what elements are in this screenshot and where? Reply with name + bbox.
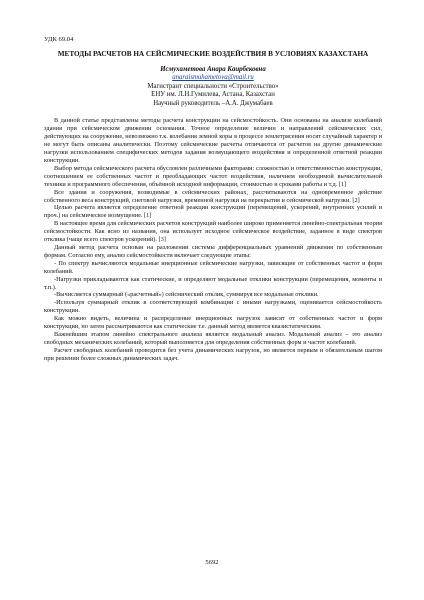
paragraph-goal: Целью расчета является определение ответной реакции конструкции (перемещений, ускорений, внутренних усилий и проч.) на сейсмическое возмущение. [1] <box>44 204 382 220</box>
author-block <box>44 66 382 109</box>
list-item-stage-1: - По спектру вычисляются модальные инерционные сейсмические нагрузки, зависящие от собственных частот и форм колебаний. <box>44 259 382 275</box>
paragraph-quasistatic: Как можно видеть, величина и распределение инерционных нагрузок зависят от собственных частот и форм конструкции, но затем рассматриваются как статические т.е. данный метод является квазистатическим. <box>44 315 382 331</box>
author-specialty: Магистрант специальности «Строительство» <box>147 82 279 90</box>
paragraph-spectral-theory: В настоящее время для сейсмических расчетов конструкций наиболее широко применяется линейно-спектральная теория сейсмостойкости. Как ясно из названия, она использует исходное сейсмическое воздействие, заданное в виде спектров отклика (чаще всего спектров ускорений). [3] <box>44 220 382 244</box>
paragraph-stages: Данный метод расчета основан на разложении системы дифференциальных уравнений движения по собственным формам. Согласно ему, анализ сейсмостойкости включает следующие этапы: <box>44 243 382 259</box>
author-supervisor: Научный руководитель –А.А. Джумабаев <box>153 99 273 107</box>
author-email-link[interactable]: anaraismuhametova@mail.ru <box>172 74 254 82</box>
paragraph-intro: В данной статье представлены методы расчета конструкции на сейсмостойкость. Они основаны на анализе колебаний здания при сейсмическом движении основания. Точное определение величин и направлений сейсмических сил, действующих на сооружение, невозможно т.к. колебания земной коры в процессе землетрясения носят случайный характер и не могут быть описаны аналитически. Поэтому сейсмические расчеты отличаются от расчетов на другие динамические нагрузки использованием специфических методов задания возмущающего воздействия и определенной ответной реакции конструкции. <box>44 117 382 164</box>
paragraph-free-vibrations: Расчет свободных колебаний проводится без учета динамических нагрузок, но является первым и обязательным шагом при решении более сложных динамических задач. <box>44 346 382 362</box>
article-title: МЕТОДЫ РАСЧЕТОВ НА СЕЙСМИЧЕСКИЕ ВОЗДЕЙСТВИЯ В УСЛОВИЯХ КАЗАХСТАНА <box>57 49 369 58</box>
paragraph-loads: Все здания и сооружения, возводимые в сейсмических районах, рассчитываются на одновременное действие собственного веса конструкций, снеговой нагрузки, временной нагрузки на перекрытия и сейсмической нагрузки. [2] <box>44 188 382 204</box>
list-item-stage-4: -Используя суммарный отклик в соответствующей комбинации с иными нагрузками, оценивается сейсмостойкость конструкции. <box>44 299 382 315</box>
article-body <box>44 117 382 362</box>
list-item-stage-3: -Вычисляется суммарный («расчетный») сейсмический отклик, суммируя все модальные отклики. <box>54 291 319 299</box>
author-name: Исмухаметова Анара Каирбековна <box>160 65 266 73</box>
list-item-stage-2: -Нагрузки прикладываются как статические, и определяют модальные отклики конструкции (перемещения, моменты и т.п.). <box>44 275 382 291</box>
author-university: ЕНУ им. Л.Н.Гумилева, Астана, Казахстан <box>151 91 275 99</box>
paragraph-method-choice: Выбор метода сейсмического расчета обусловлен различными факторами: сложностью и ответственностью конструкции, соотношением ее собственных частот и преобладающих частот воздействия, наличием необходимой вычислительной техники и программного обеспечения, объёмной исходной информации, стоимостью и сроками работы и т.д. [1] <box>44 164 382 188</box>
paragraph-modal-analysis: Важнейшим этапом линейно спектрального анализа является модальный анализ. Модальный анализ – это анализ свободных механических колебаний, который выполняется для определения собственных форм и частот колебаний. <box>44 330 382 346</box>
udk-code: УДК 69.04 <box>44 36 74 43</box>
page-number: 5692 <box>205 559 219 566</box>
